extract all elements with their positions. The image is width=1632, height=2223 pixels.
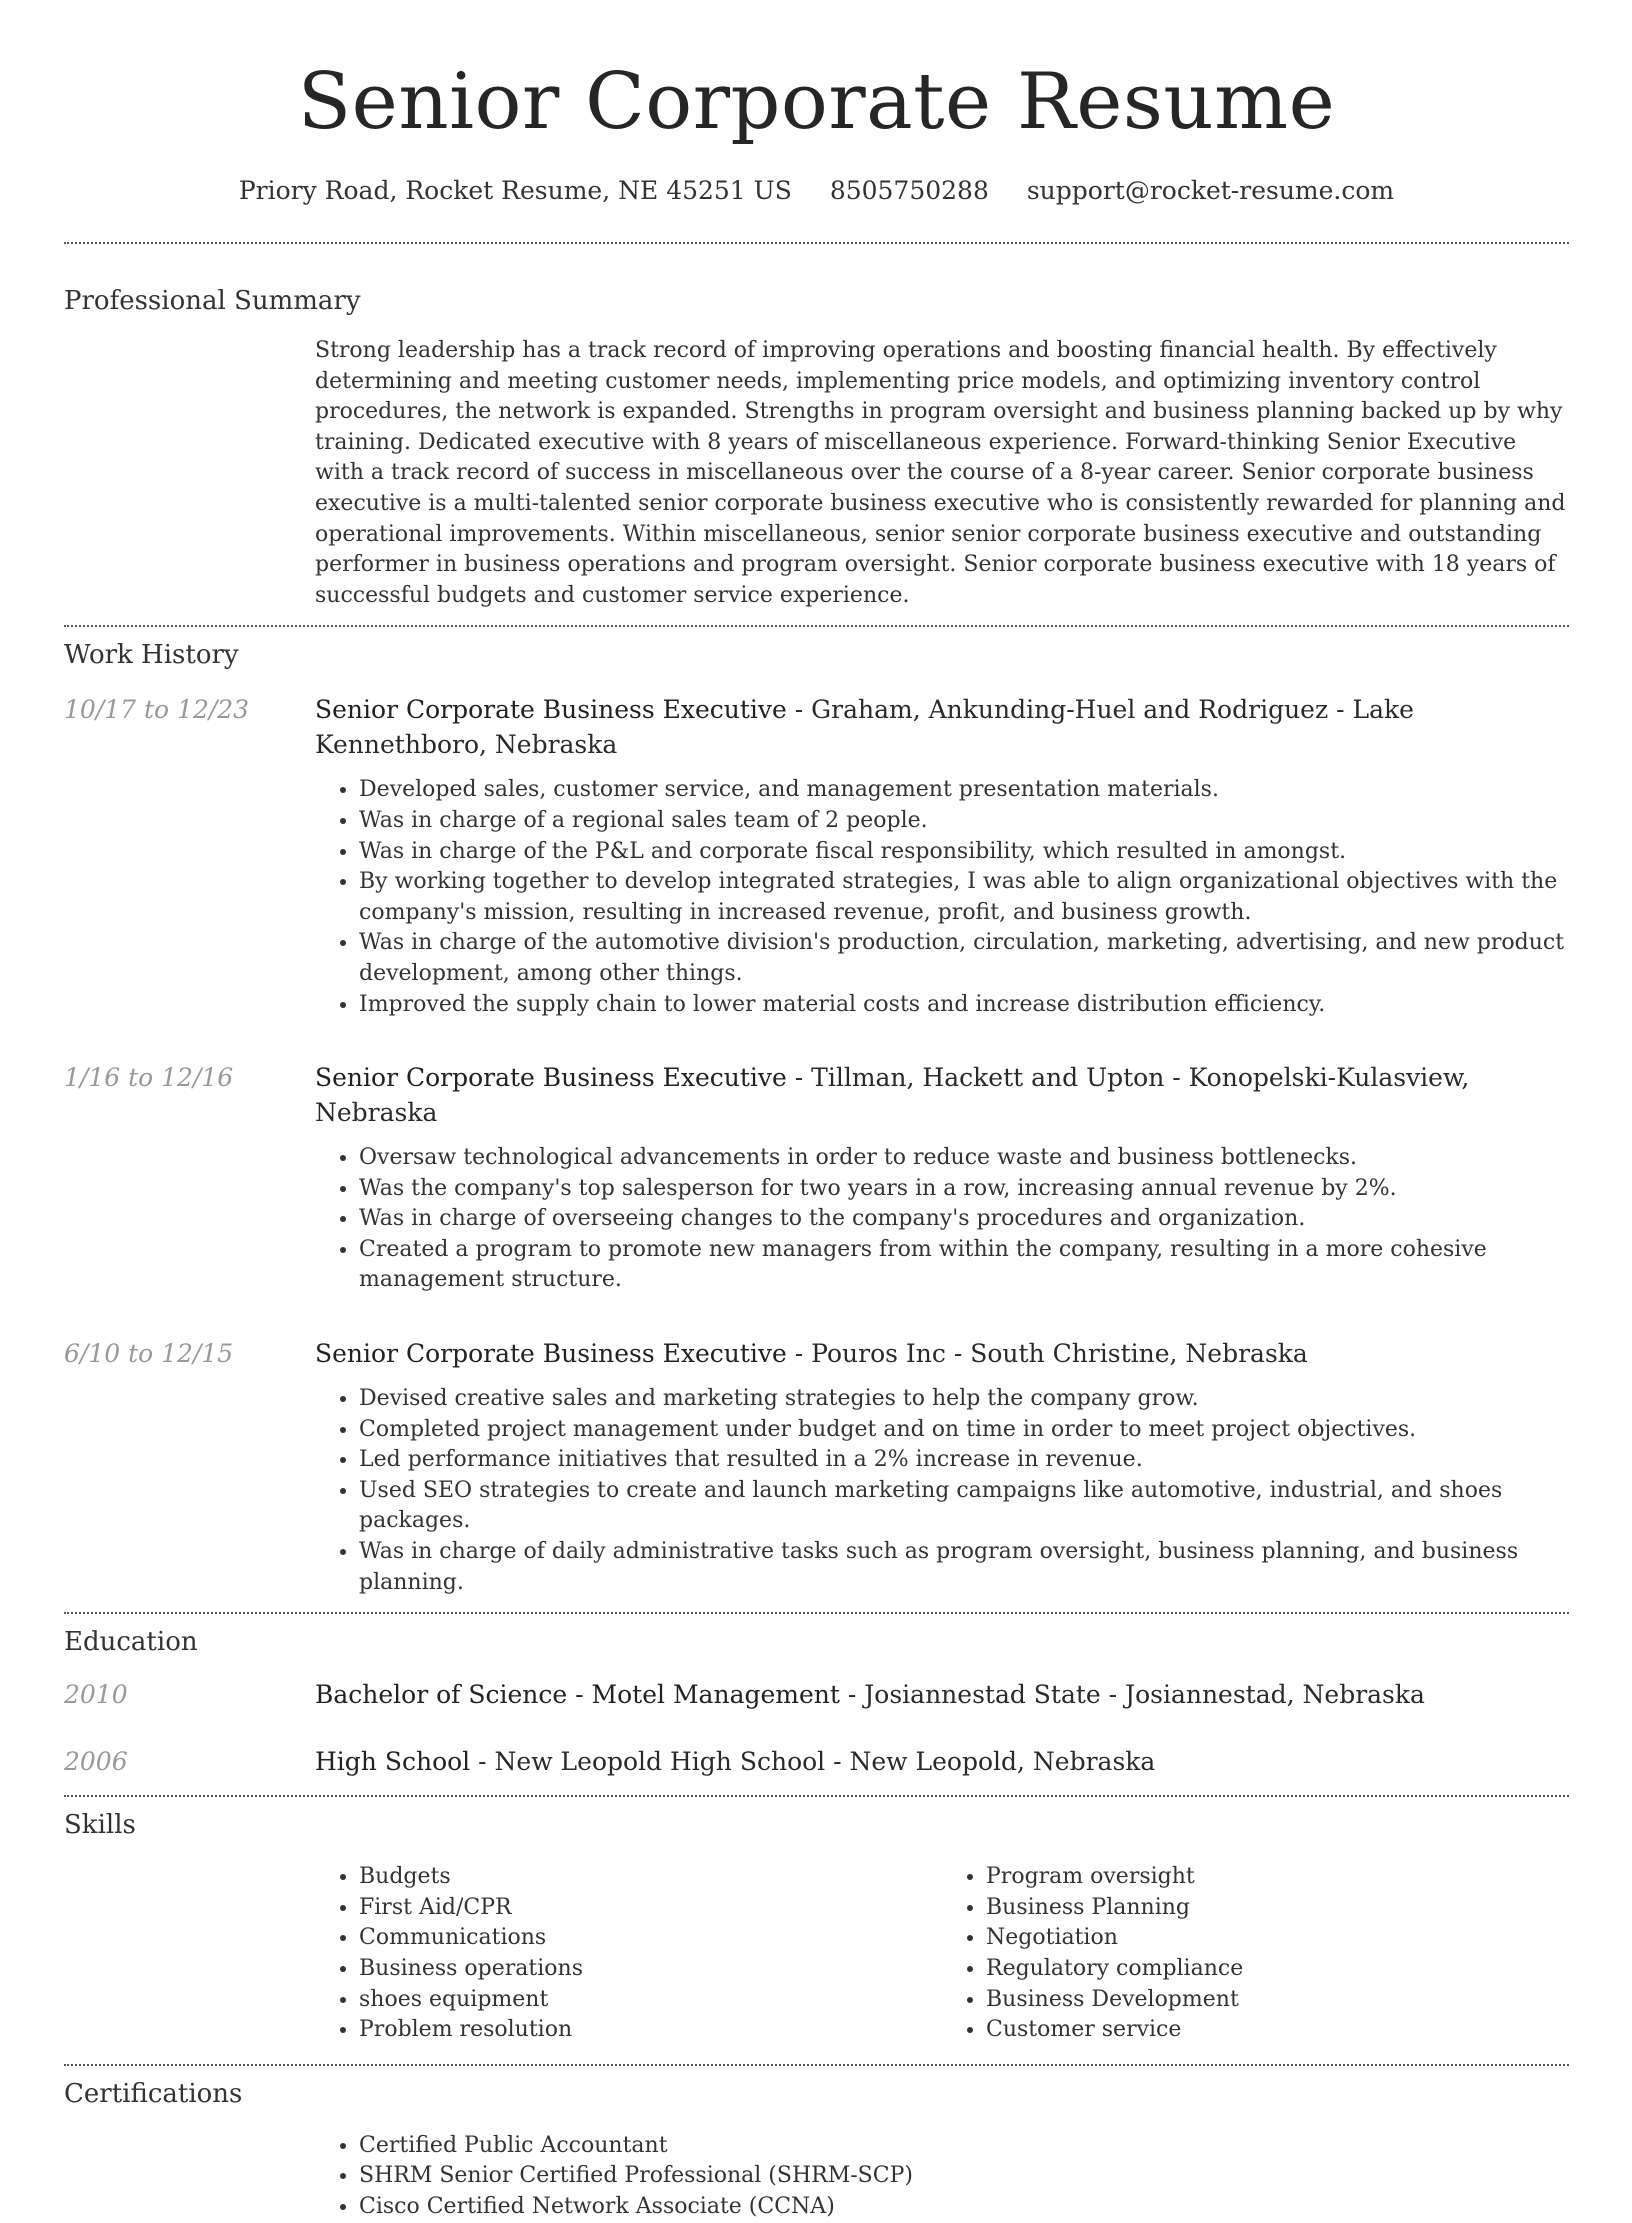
education-title <box>315 1677 1569 1712</box>
list-item: • Problem resolution <box>359 2015 942 2046</box>
phone: 8505750288 <box>829 176 989 205</box>
list-item: • Business operations <box>359 1954 942 1985</box>
job-entry <box>64 1060 1569 1296</box>
skills-column-1 <box>315 1862 942 2046</box>
education-degree: High School <box>315 1747 471 1777</box>
job-role: Senior Corporate Business Executive <box>315 695 787 725</box>
section-divider <box>64 1795 1569 1797</box>
job-entry <box>64 692 1569 1020</box>
list-item: • Was in charge of the automotive division's production, circulation, marketing, advertising, and new product development, among other things. <box>359 928 1569 989</box>
section-title-work: Work History <box>64 640 239 671</box>
job-role: Senior Corporate Business Executive <box>315 1063 787 1093</box>
job-bullets <box>315 1143 1569 1296</box>
resume-page <box>64 0 1569 2223</box>
job-entry <box>64 1336 1569 1598</box>
list-item: • By working together to develop integrated strategies, I was able to align organizational objectives with the company's mission, resulting in increased revenue, profit, and business growth. <box>359 867 1569 928</box>
list-item: • Created a program to promote new managers from within the company, resulting in a more cohesive management structure. <box>359 1235 1569 1296</box>
job-employer: - Tillman, Hackett and Upton - Konopelski-Kulasview, Nebraska <box>315 1063 1470 1128</box>
section-divider <box>64 2064 1569 2066</box>
list-item: • Was in charge of a regional sales team of 2 people. <box>359 806 1569 837</box>
list-item: • Business Planning <box>986 1893 1569 1924</box>
certifications-items <box>315 2131 1569 2223</box>
section-title-skills: Skills <box>64 1810 136 1841</box>
section-title-summary: Professional Summary <box>64 286 361 316</box>
list-item: • Customer service <box>986 2015 1569 2046</box>
list-item: • Communications <box>359 1923 942 1954</box>
education-entry <box>64 1677 1569 1712</box>
education-school: - Josiannestad State - Josiannestad, Nebraska <box>839 1680 1425 1710</box>
job-dates: 10/17 to 12/23 <box>64 695 250 725</box>
job-role: Senior Corporate Business Executive <box>315 1339 787 1369</box>
education-entry <box>64 1744 1569 1779</box>
summary-text: Strong leadership has a track record of improving operations and boosting financial health. By effectively determining and meeting customer needs, implementing price models, and optimizing inventory control procedures, the network is expanded. Strengths in program oversight and business planning backed up by why training. Dedicated executive with 8 years of miscellaneous experience. Forward-thinking Senior Executive with a track record of success in miscellaneous over the course of a 8-year career. Senior corporate business executive is a multi-talented senior corporate business executive who is consistently rewarded for planning and operational improvements. Within miscellaneous, senior senior corporate business executive and outstanding performer in business operations and program oversight. Senior corporate business executive with 18 years of successful budgets and customer service experience. <box>315 338 1566 608</box>
resume-title: Senior Corporate Resume <box>297 57 1336 147</box>
list-item: • Was in charge of the P&L and corporate fiscal responsibility, which resulted in amongst. <box>359 837 1569 868</box>
contact-line <box>64 174 1569 208</box>
education-year: 2010 <box>64 1680 128 1710</box>
list-item: • Used SEO strategies to create and launch marketing campaigns like automotive, industrial, and shoes packages. <box>359 1476 1569 1537</box>
list-item: • Program oversight <box>986 1862 1569 1893</box>
skills-column-2 <box>942 1862 1569 2046</box>
job-title <box>315 692 1569 762</box>
list-item: • Was in charge of daily administrative tasks such as program oversight, business planning, and business planning. <box>359 1537 1569 1598</box>
list-item: • Negotiation <box>986 1923 1569 1954</box>
certifications-list <box>315 2131 1569 2223</box>
education-school: - New Leopold High School - New Leopold, Nebraska <box>470 1747 1156 1777</box>
education-degree: Bachelor of Science - Motel Management <box>315 1680 840 1710</box>
section-title-certifications: Certifications <box>64 2078 243 2109</box>
list-item: • Developed sales, customer service, and management presentation materials. <box>359 775 1569 806</box>
list-item: • Cisco Certified Network Associate (CCNA) <box>359 2192 1569 2223</box>
job-employer: - Pouros Inc - South Christine, Nebraska <box>786 1339 1308 1369</box>
job-dates: 1/16 to 12/16 <box>64 1063 234 1093</box>
list-item: • shoes equipment <box>359 1985 942 2016</box>
job-title <box>315 1060 1569 1130</box>
job-employer: - Graham, Ankunding-Huel and Rodriguez - Lake Kennethboro, Nebraska <box>315 695 1414 760</box>
list-item: • Completed project management under budget and on time in order to meet project objectives. <box>359 1415 1569 1446</box>
job-title <box>315 1336 1569 1371</box>
list-item: • Led performance initiatives that resulted in a 2% increase in revenue. <box>359 1445 1569 1476</box>
education-year: 2006 <box>64 1747 128 1777</box>
section-divider <box>64 1612 1569 1614</box>
list-item: • Improved the supply chain to lower material costs and increase distribution efficiency. <box>359 990 1569 1021</box>
list-item: • Certified Public Accountant <box>359 2131 1569 2162</box>
skills-list <box>315 1862 1569 2046</box>
section-title-education: Education <box>64 1627 198 1658</box>
job-bullets <box>315 775 1569 1020</box>
address: Priory Road, Rocket Resume, NE 45251 US <box>238 176 792 205</box>
list-item: • Devised creative sales and marketing strategies to help the company grow. <box>359 1384 1569 1415</box>
list-item: • First Aid/CPR <box>359 1893 942 1924</box>
education-title <box>315 1744 1569 1779</box>
list-item: • Regulatory compliance <box>986 1954 1569 1985</box>
list-item: • SHRM Senior Certified Professional (SHRM-SCP) <box>359 2161 1569 2192</box>
list-item: • Business Development <box>986 1985 1569 2016</box>
section-divider <box>64 242 1569 244</box>
job-bullets <box>315 1384 1569 1598</box>
list-item: • Oversaw technological advancements in order to reduce waste and business bottlenecks. <box>359 1143 1569 1174</box>
list-item: • Was the company's top salesperson for two years in a row, increasing annual revenue by 2%. <box>359 1174 1569 1205</box>
list-item: • Was in charge of overseeing changes to the company's procedures and organization. <box>359 1204 1569 1235</box>
list-item: • Budgets <box>359 1862 942 1893</box>
job-dates: 6/10 to 12/15 <box>64 1339 234 1369</box>
email: support@rocket-resume.com <box>1026 176 1395 205</box>
section-divider <box>64 625 1569 627</box>
